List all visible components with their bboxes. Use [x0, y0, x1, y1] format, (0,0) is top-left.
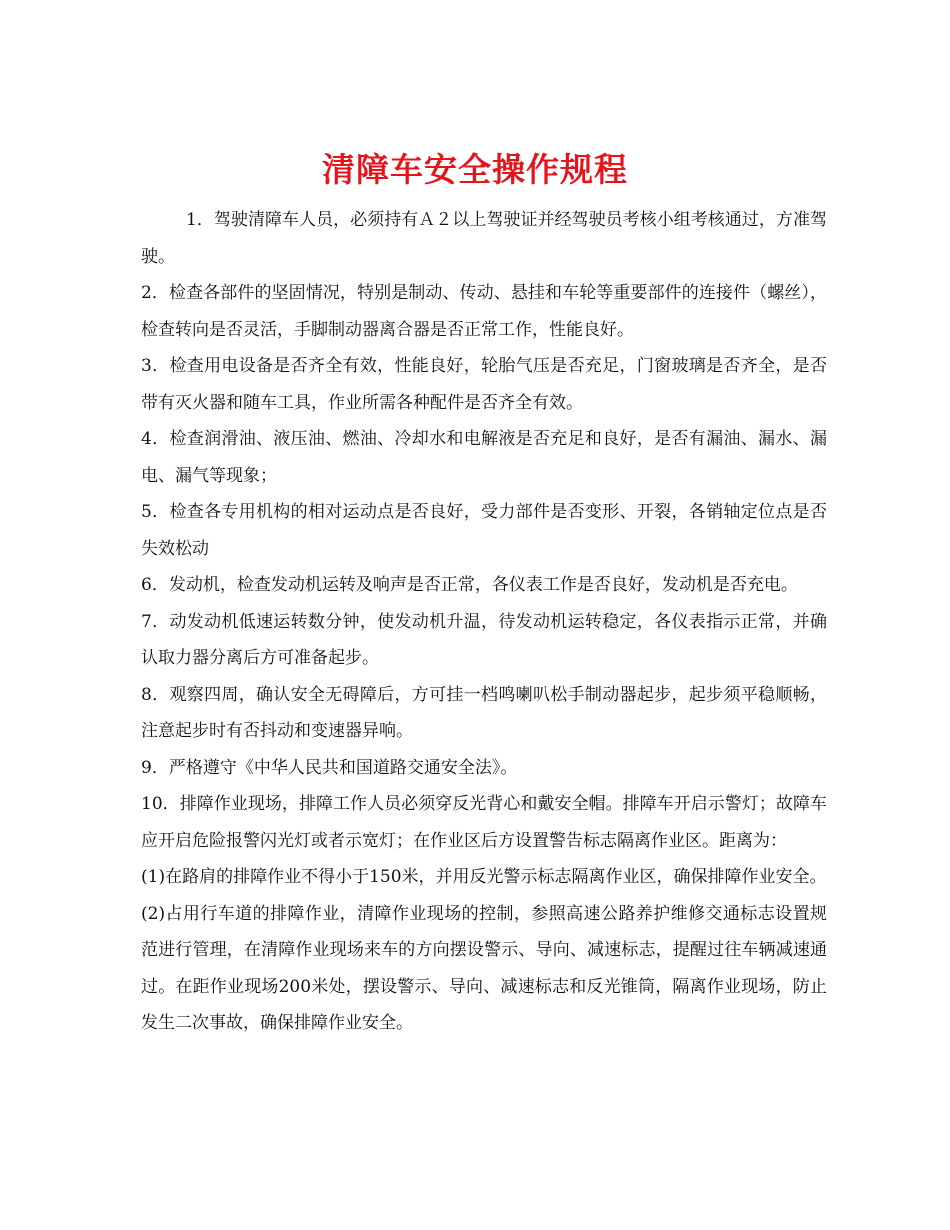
paragraph: (2)占用行车道的排障作业，清障作业现场的控制，参照高速公路养护维修交通标志设置规范进行管理，在清障作业现场来车的方向摆设警示、导向、减速标志，提醒过往车辆减速通过。在距作业现场200米处，摆设警示、导向、减速标志和反光锥筒，隔离作业现场，防止发生二次事故，确保排障作业安全。 — [141, 903, 827, 1033]
document-body — [141, 202, 827, 1042]
paragraph: (1)在路肩的排障作业不得小于150米，并用反光警示标志隔离作业区，确保排障作业安全。 — [141, 867, 827, 887]
paragraph: 7．动发动机低速运转数分钟，使发动机升温，待发动机运转稳定，各仪表指示正常，并确认取力器分离后方可准备起步。 — [141, 611, 827, 668]
paragraph: 4．检查润滑油、液压油、燃油、冷却水和电解液是否充足和良好，是否有漏油、漏水、漏电、漏气等现象； — [141, 429, 827, 486]
paragraph: 3．检查用电设备是否齐全有效，性能良好，轮胎气压是否充足，门窗玻璃是否齐全，是否带有灭火器和随车工具，作业所需各种配件是否齐全有效。 — [141, 356, 827, 413]
paragraph: 2．检查各部件的坚固情况，特别是制动、传动、悬挂和车轮等重要部件的连接件（螺丝），检查转向是否灵活，手脚制动器离合器是否正常工作，性能良好。 — [141, 283, 827, 340]
paragraph: 10．排障作业现场，排障工作人员必须穿反光背心和戴安全帽。排障车开启示警灯；故障车应开启危险报警闪光灯或者示宽灯；在作业区后方设置警告标志隔离作业区。距离为： — [141, 794, 827, 851]
paragraph: 9．严格遵守《中华人民共和国道路交通安全法》。 — [141, 757, 518, 778]
paragraph: 8．观察四周，确认安全无碍障后，方可挂一档鸣喇叭松手制动器起步，起步须平稳顺畅，注意起步时有否抖动和变速器异响。 — [141, 684, 827, 741]
paragraph: 5．检查各专用机构的相对运动点是否良好，受力部件是否变形、开裂，各销轴定位点是否失效松动 — [141, 502, 827, 559]
paragraph: 6．发动机，检查发动机运转及响声是否正常，各仪表工作是否良好，发动机是否充电。 — [141, 575, 798, 595]
paragraph: 1．驾驶清障车人员，必须持有Ａ２以上驾驶证并经驾驶员考核小组考核通过，方准驾驶。 — [141, 210, 827, 267]
page-title: 清障车安全操作规程 — [322, 150, 628, 190]
